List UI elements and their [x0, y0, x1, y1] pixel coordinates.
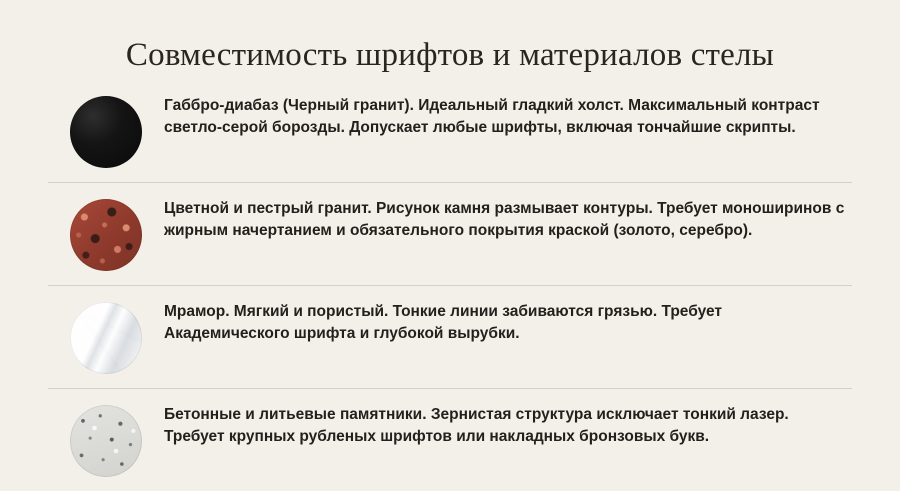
list-item-text: Бетонные и литьевые памятники. Зернистая структура исключает тонкий лазер. Требует крупных рубленых шрифтов или накладных бронзовых букв. — [164, 405, 789, 445]
marble-swatch — [70, 302, 142, 374]
list-item — [48, 182, 852, 285]
swatch-container — [48, 403, 164, 477]
list-item-text: Цветной и пестрый гранит. Рисунок камня размывает контуры. Требует моноширинов с жирным начертанием и обязательного покрытия краской (золото, серебро). — [164, 199, 845, 239]
swatch-container — [48, 197, 164, 271]
material-list — [48, 86, 852, 491]
list-item — [48, 388, 852, 491]
swatch-container — [48, 300, 164, 374]
list-item-text: Мрамор. Мягкий и пористый. Тонкие линии забиваются грязью. Требует Академического шрифта и глубокой вырубки. — [164, 302, 723, 342]
colored-granite-swatch — [70, 199, 142, 271]
page-title: Совместимость шрифтов и материалов стелы — [125, 37, 775, 73]
gabbro-diabase-black-granite-swatch — [70, 96, 142, 168]
list-item — [48, 86, 852, 182]
concrete-swatch — [70, 405, 142, 477]
swatch-container — [48, 94, 164, 168]
list-item-text: Габбро-диабаз (Черный гранит). Идеальный гладкий холст. Максимальный контраст светло-серой борозды. Допускает любые шрифты, включая тончайшие скрипты. — [164, 96, 820, 136]
list-item — [48, 285, 852, 388]
